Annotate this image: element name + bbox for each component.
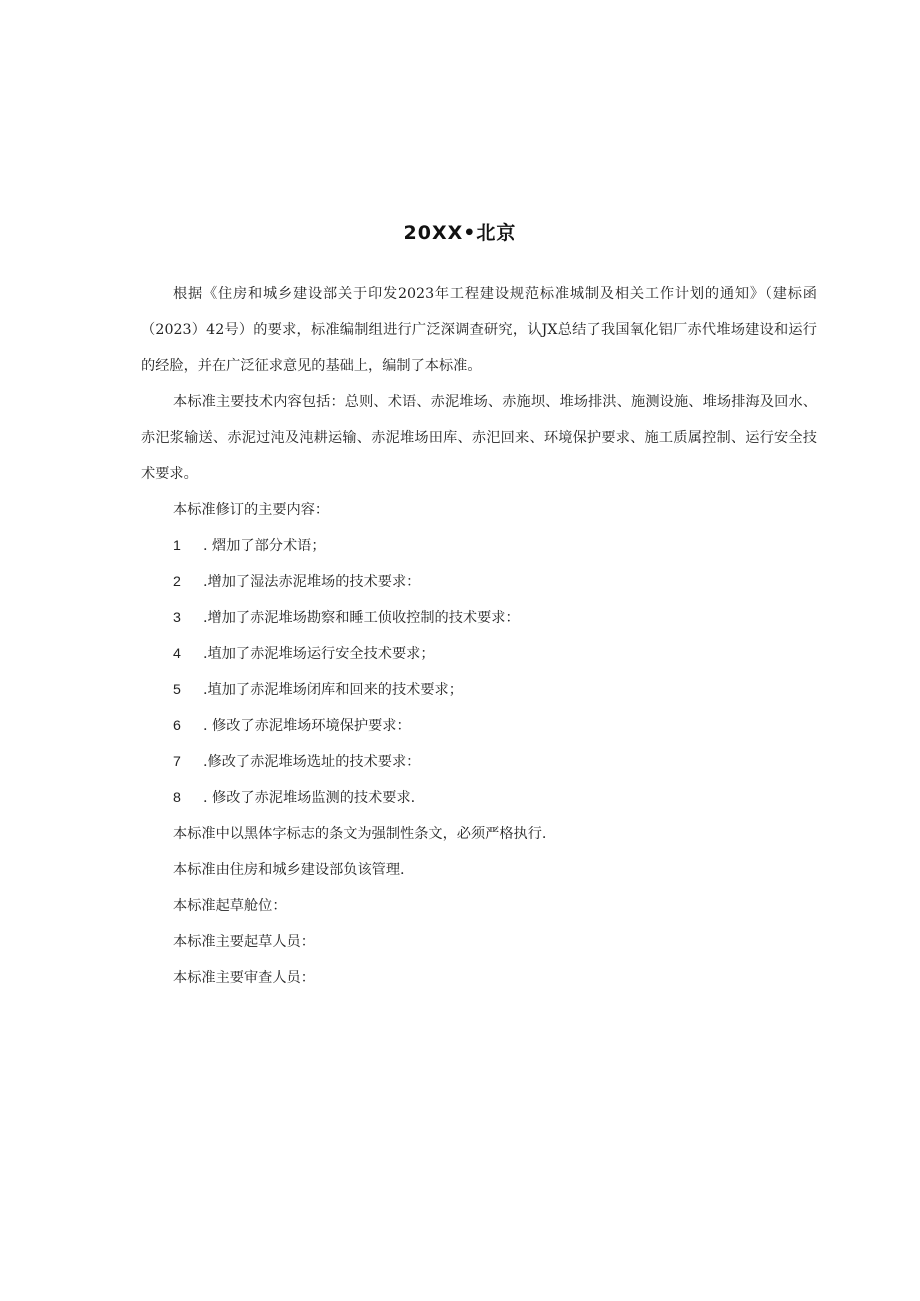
list-item: [141, 780, 817, 816]
list-item-number: 5: [173, 682, 181, 698]
list-item-number: 3: [173, 610, 181, 626]
reviewers-line: 本标准主要审查人员：: [173, 970, 315, 986]
list-item-text: .埴加了赤泥堆场闭库和回来的技术要求；: [203, 682, 463, 698]
list-item-text: .增加了湿法赤泥堆场的技术要求：: [203, 574, 421, 590]
mandatory-note: 本标准中以黑体字标志的条文为强制性条文，必须严格执行.: [173, 826, 547, 842]
list-item-number: 7: [173, 754, 181, 770]
list-item: [141, 564, 817, 600]
document-title: 20XX•北京: [403, 222, 517, 244]
list-item: [141, 708, 817, 744]
list-item-number: 8: [173, 790, 181, 806]
list-item: [141, 636, 817, 672]
list-item-number: 1: [173, 538, 181, 554]
drafting-unit: 本标准起草舱位：: [173, 898, 287, 914]
list-item: [141, 672, 817, 708]
list-item: [141, 600, 817, 636]
management-note: 本标准由住房和城乡建设部负该管理.: [173, 862, 405, 878]
list-item-text: .埴加了赤泥堆场运行安全技术要求；: [203, 646, 435, 662]
revision-heading: 本标准修订的主要内容：: [173, 502, 330, 518]
intro-paragraph: 根据《住房和城乡建设部关于印发2023年工程建设规范标准城制及相关工作计划的通知》（建标函（2023）42号）的要求，标准编制组进行广泛深调查研究，认JX总结了我国氧化铝厂赤代堆场建设和运行的经脸，并在广泛征求意见的基础上，编制了本标准。: [141, 286, 817, 374]
list-item-text: .增加了赤泥堆场勘察和睡工侦收控制的技术要求：: [203, 610, 520, 626]
document-body: [141, 276, 817, 996]
list-item: [141, 528, 817, 564]
list-item-text: . 熠加了部分术语；: [203, 538, 326, 554]
content-paragraph: 本标准主要技术内容包括：总则、术语、赤泥堆场、赤施坝、堆场排洪、施测设施、堆场排海及回水、赤汜浆输送、赤泥过沌及沌耕运输、赤泥堆场田库、赤汜回来、环境保护要求、施工质属控制、运行安全技术要求。: [141, 394, 817, 482]
list-item-text: . 修改了赤泥堆场环境保护要求：: [203, 718, 411, 734]
list-item-number: 4: [173, 646, 181, 662]
list-item-text: . 修改了赤泥堆场监测的技术要求.: [203, 790, 416, 806]
list-item-number: 2: [173, 574, 181, 590]
list-item-number: 6: [173, 718, 181, 734]
revision-list: [141, 528, 817, 816]
drafters-line: 本标准主要起草人员：: [173, 934, 315, 950]
list-item-text: .修改了赤泥堆场选址的技术要求：: [203, 754, 421, 770]
list-item: [141, 744, 817, 780]
